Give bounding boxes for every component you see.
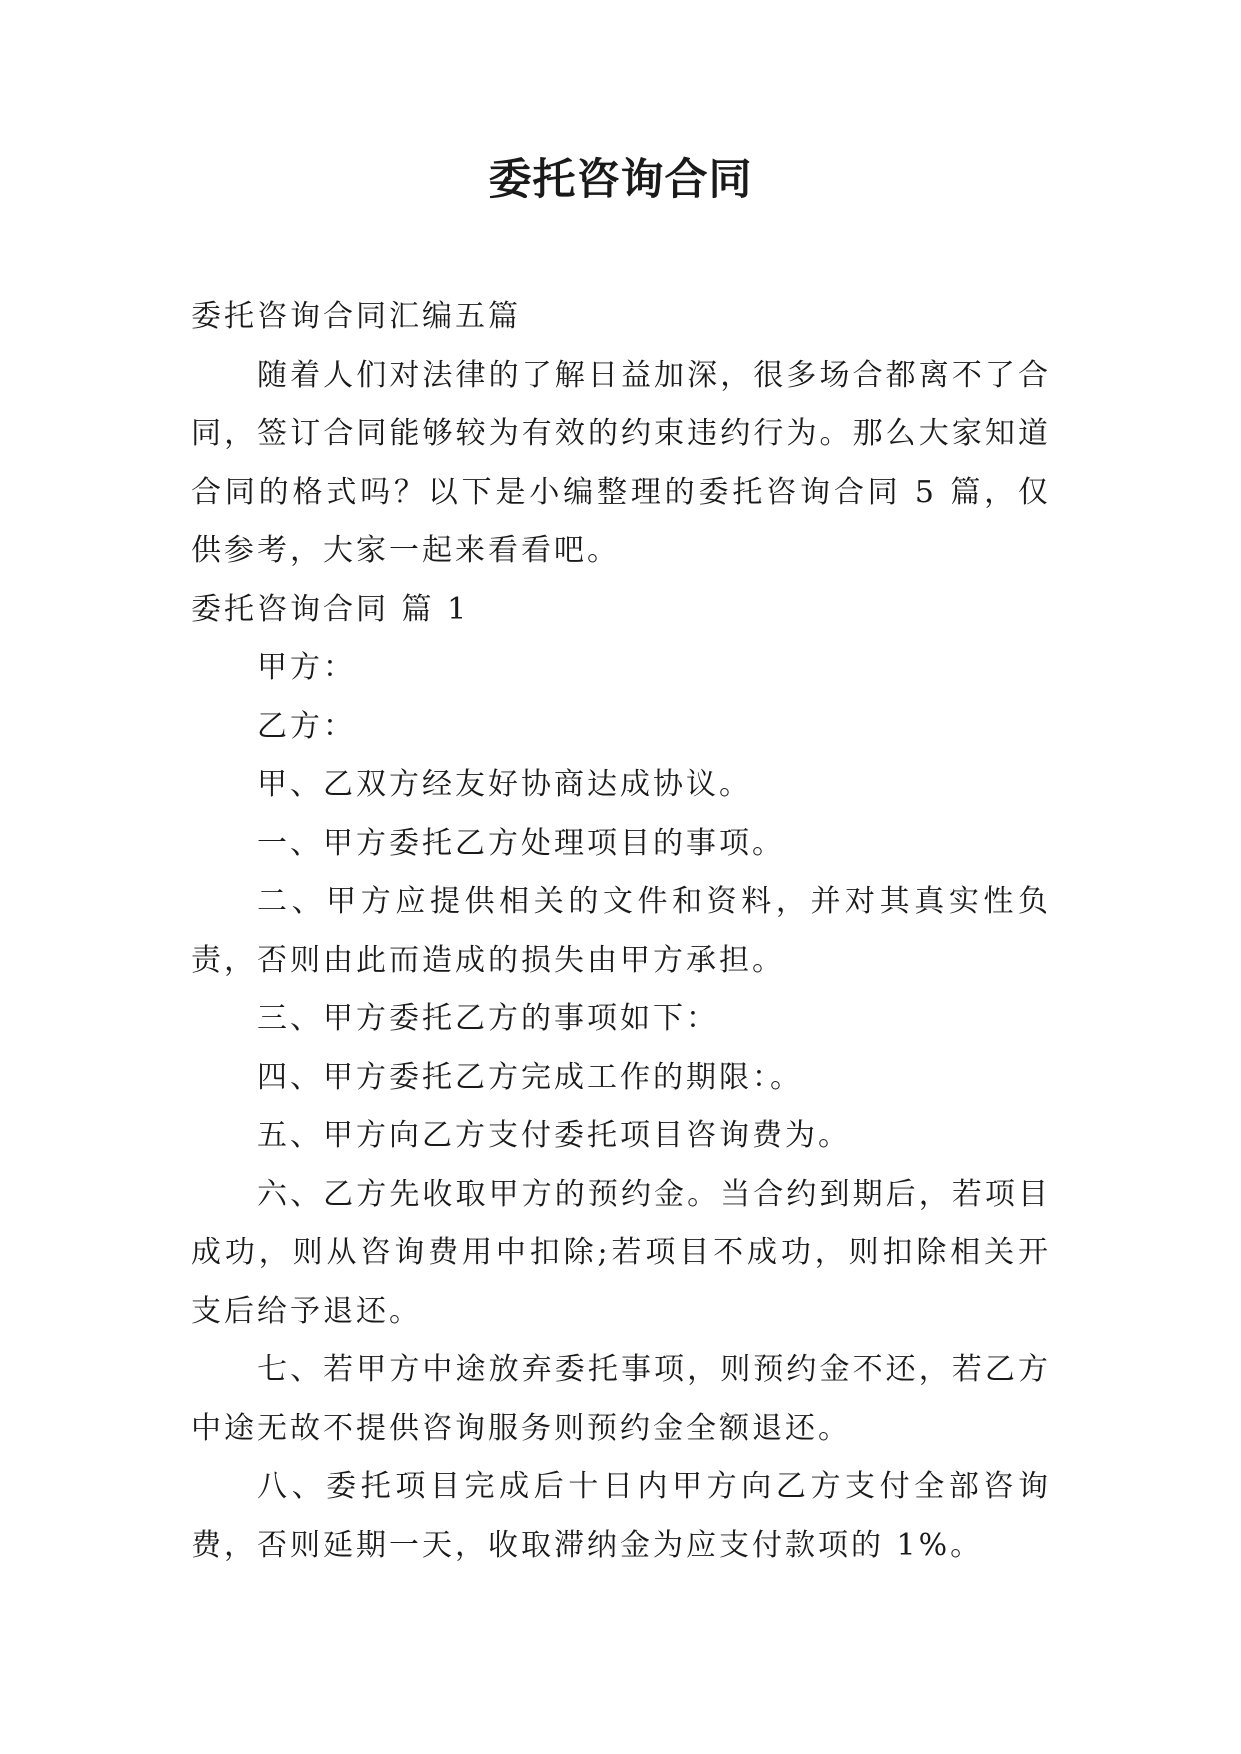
- party-a-line: 甲方：: [257, 650, 356, 685]
- clause-1: 一、甲方委托乙方处理项目的事项。: [257, 825, 785, 861]
- clause-3: 三、甲方委托乙方的事项如下：: [257, 1001, 719, 1036]
- document-body: [191, 288, 1051, 1575]
- party-b-line: 乙方：: [257, 708, 356, 744]
- section-heading: 委托咨询合同 篇 1: [191, 591, 470, 627]
- clause-8: 八、委托项目完成后十日内甲方向乙方支付全部咨询费，否则延期一天，收取滞纳金为应支付款项的 1%。: [191, 1469, 1051, 1563]
- clause-4: 四、甲方委托乙方完成工作的期限：。: [257, 1059, 803, 1095]
- clause-5: 五、甲方向乙方支付委托项目咨询费为。: [257, 1118, 851, 1153]
- clause-7: 七、若甲方中途放弃委托事项，则预约金不还，若乙方中途无故不提供咨询服务则预约金全额退还。: [191, 1352, 1051, 1446]
- clause-2: 二、甲方应提供相关的文件和资料，并对其真实性负责，否则由此而造成的损失由甲方承担。: [191, 884, 1051, 978]
- subtitle-paragraph: 委托咨询合同汇编五篇: [191, 299, 521, 334]
- agreement-paragraph: 甲、乙双方经友好协商达成协议。: [257, 767, 752, 802]
- clause-6: 六、乙方先收取甲方的预约金。当合约到期后，若项目成功，则从咨询费用中扣除;若项目不成功，则扣除相关开支后给予退还。: [191, 1176, 1051, 1329]
- document-title: 委托咨询合同: [488, 155, 753, 205]
- intro-paragraph: 随着人们对法律的了解日益加深，很多场合都离不了合同，签订合同能够较为有效的约束违约行为。那么大家知道合同的格式吗？以下是小编整理的委托咨询合同 5 篇，仅供参考，大家一起来看看吧。: [191, 357, 1051, 568]
